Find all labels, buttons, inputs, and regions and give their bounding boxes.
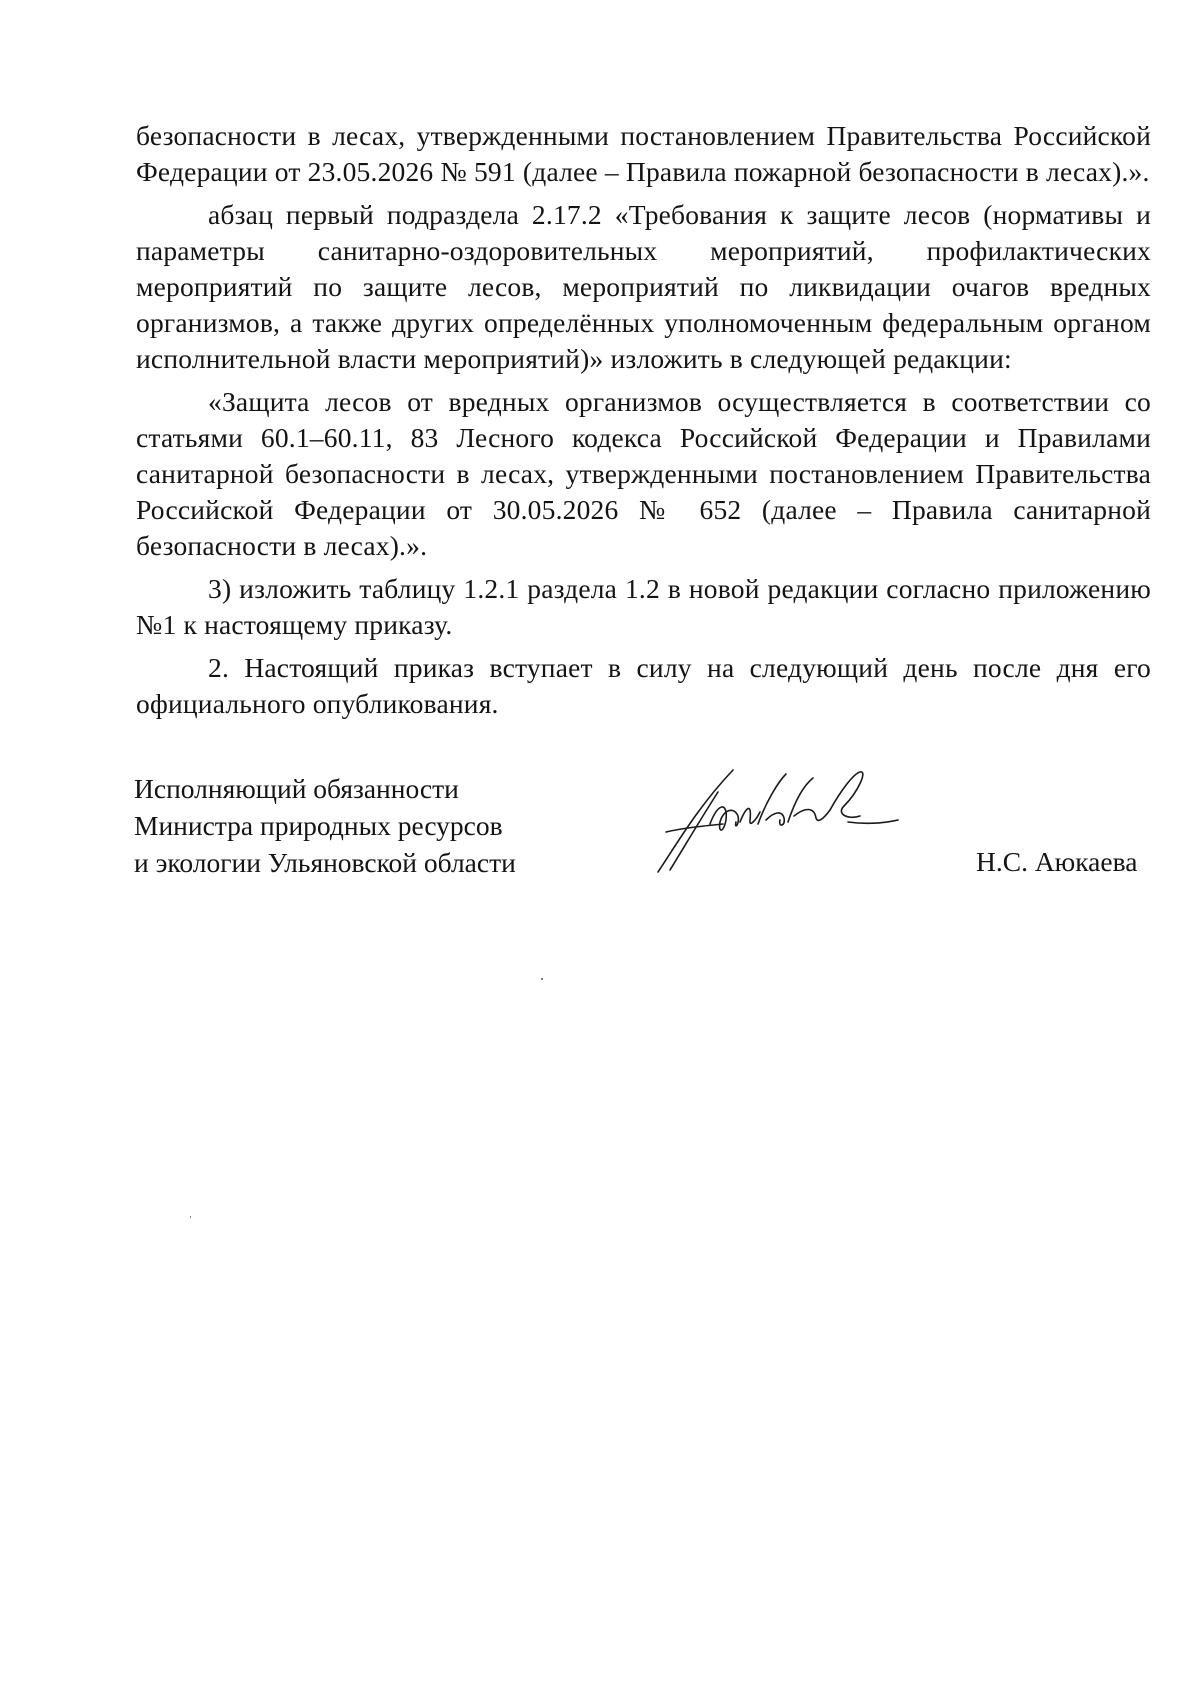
- paragraph-continuation: безопасности в лесах, утвержденными постановлением Правительства Российской Федерации от 23.05.2026 № 591 (далее – Правила пожарной безопасности в лесах).».: [136, 120, 1151, 187]
- signatory-position-line: Министра природных ресурсов: [134, 810, 503, 841]
- signatory-position-line: Исполняющий обязанности: [134, 773, 459, 804]
- scan-speck: [541, 978, 543, 980]
- handwritten-signature: [648, 762, 918, 882]
- document-body: [136, 118, 1151, 729]
- signatory-position: [134, 770, 516, 881]
- signatory-position-line: и экологии Ульяновской области: [134, 847, 516, 878]
- paragraph-item-2: 2. Настоящий приказ вступает в силу на следующий день после дня его официального опубликования.: [136, 652, 1151, 719]
- signer-name: Н.С. Аюкаева: [976, 846, 1138, 877]
- scan-speck: [190, 1216, 191, 1218]
- paragraph-amendment-text: «Защита лесов от вредных организмов осуществляется в соответствии со статьями 60.1–60.11, 83 Лесного кодекса Российской Федерации и Правилами санитарной безопасности в лесах, утвержденными постановлением Правительства Российской Федерации от 30.05.2026 № 652 (далее – Правила санитарной безопасности в лесах).».: [136, 386, 1151, 561]
- paragraph-item-3: 3) изложить таблицу 1.2.1 раздела 1.2 в новой редакции согласно приложению №1 к настоящему приказу.: [136, 573, 1151, 640]
- paragraph-amendment-intro: абзац первый подраздела 2.17.2 «Требования к защите лесов (нормативы и параметры санитарно-оздоровительных мероприятий, профилактических мероприятий по защите лесов, мероприятий по ликвидации очагов вредных организмов, а также других определённых уполномоченным федеральным органом исполнительной власти мероприятий)» изложить в следующей редакции:: [136, 199, 1151, 374]
